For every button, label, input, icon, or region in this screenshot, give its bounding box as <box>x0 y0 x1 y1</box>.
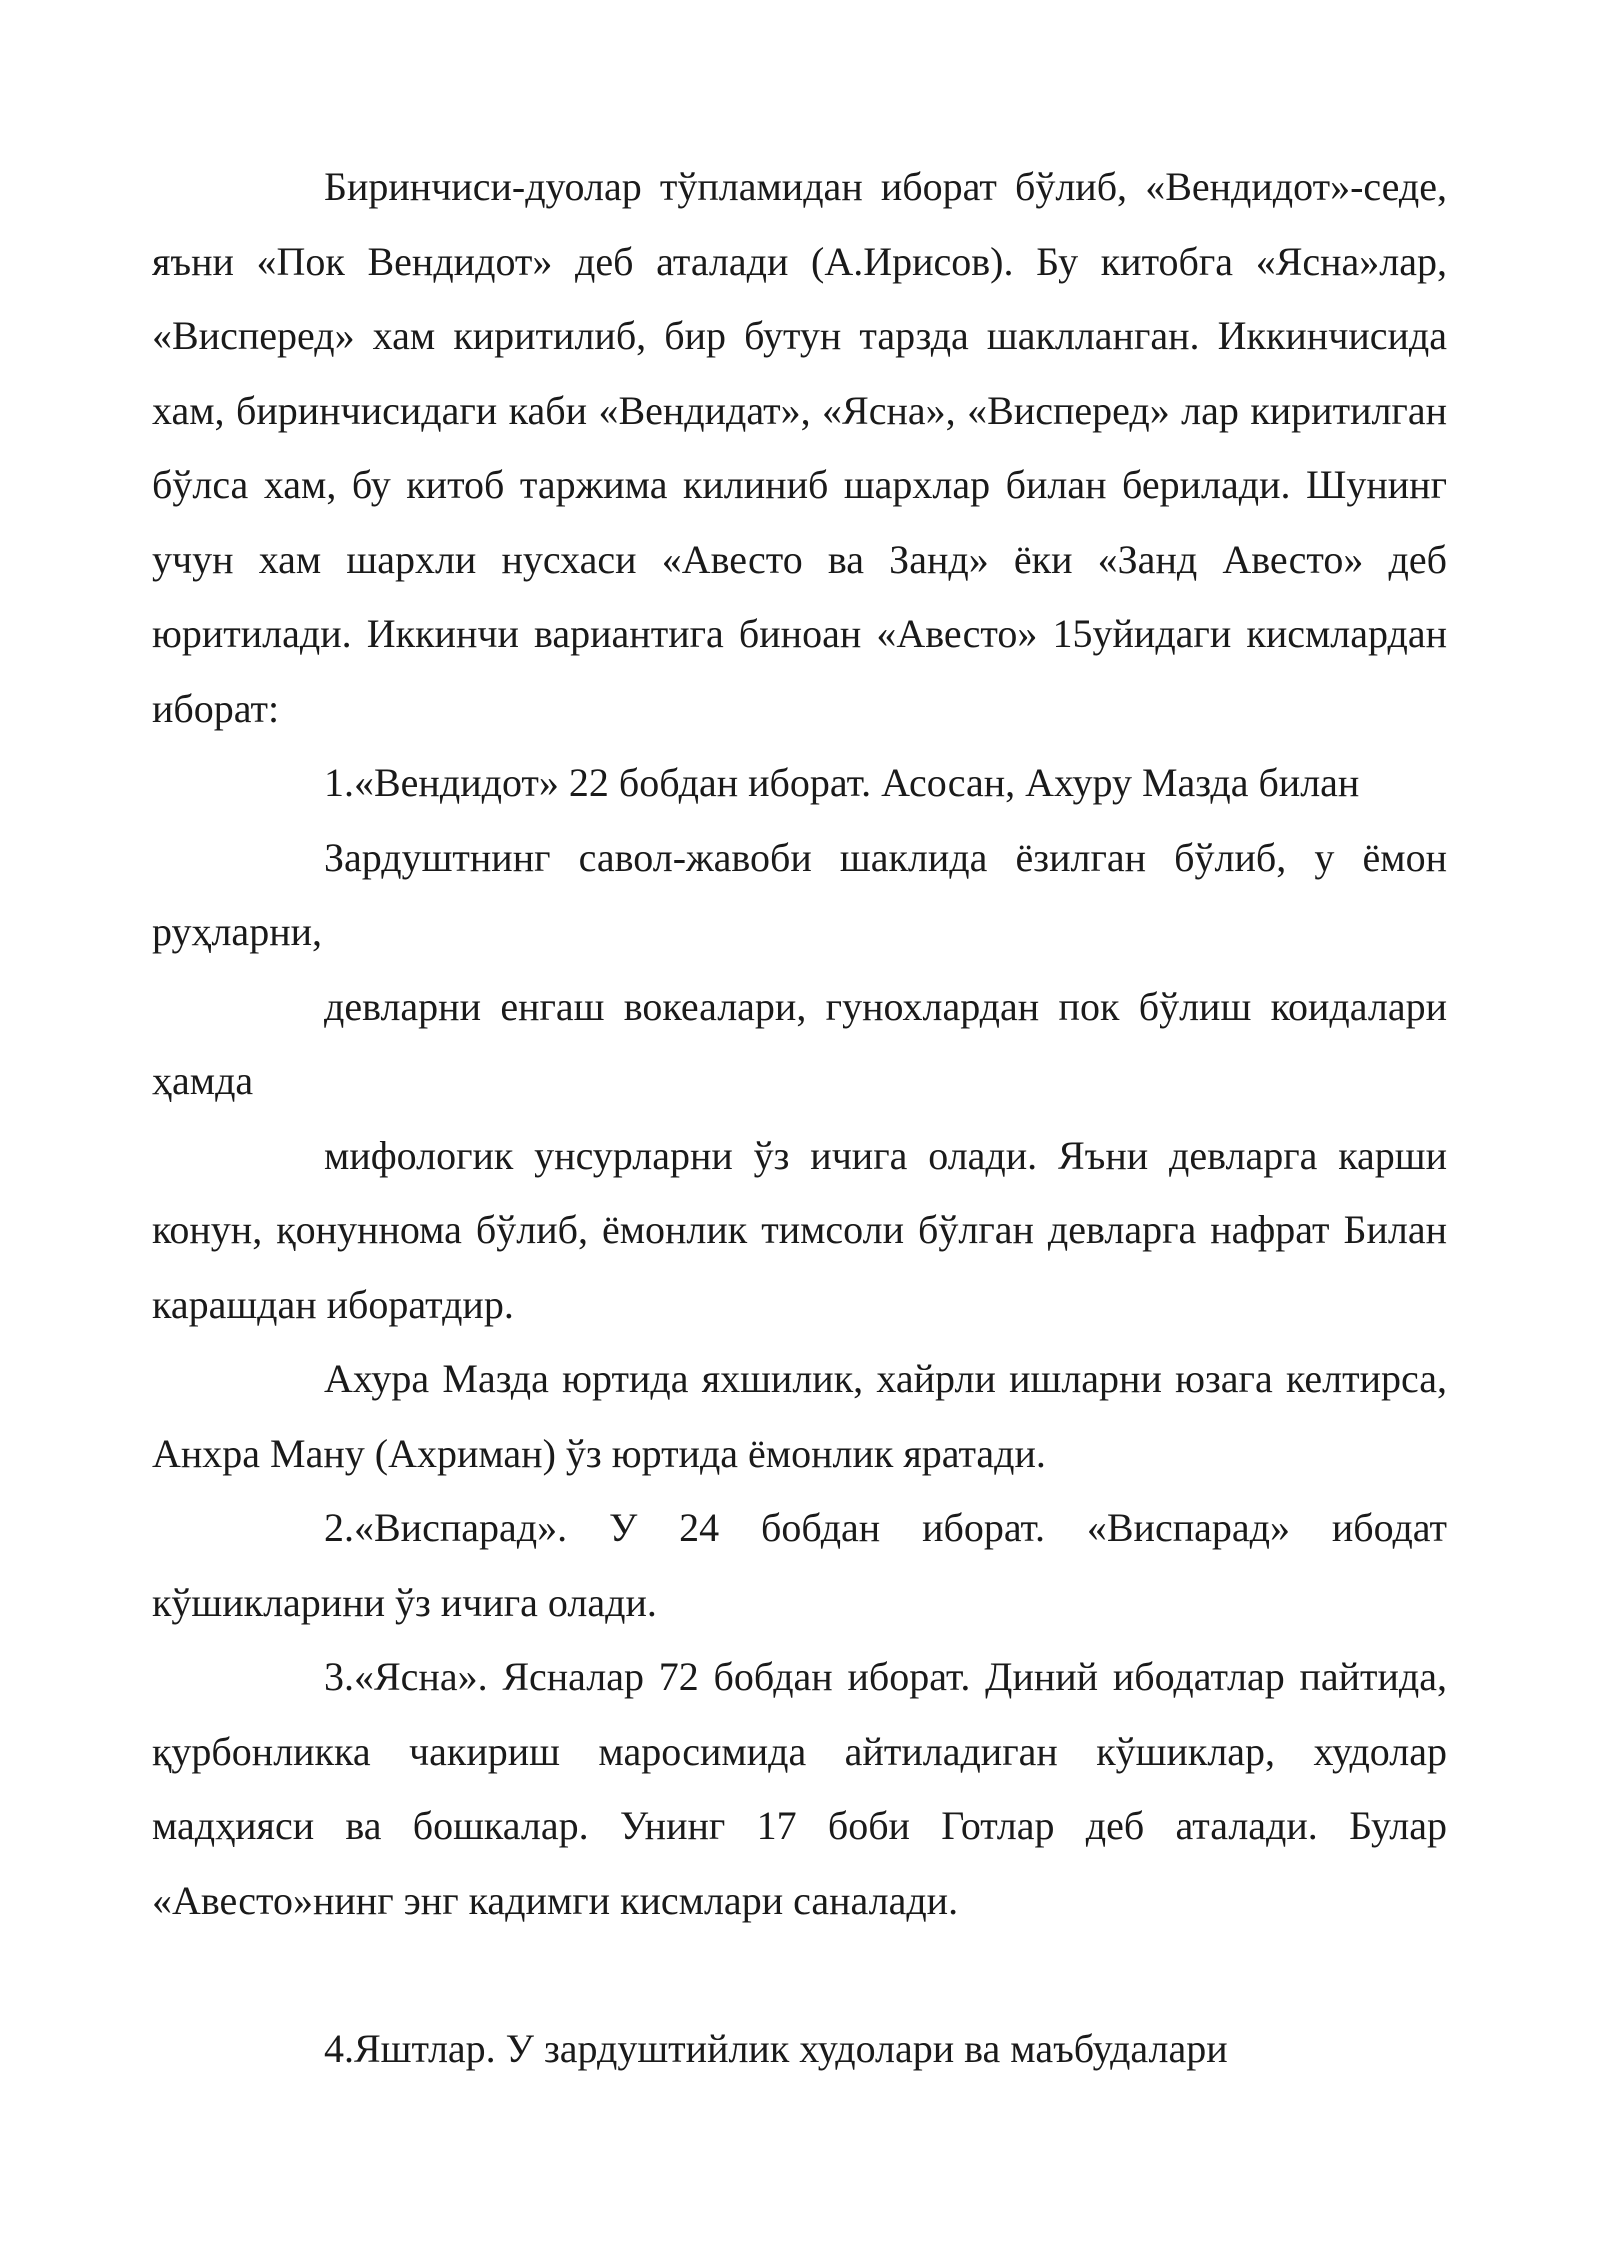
paragraph-yasna: 3.«Ясна». Ясналар 72 бобдан иборат. Диний ибодатлар пайтида, қурбонликка чакириш маросимида айтиладиган кўшиклар, худолар мадҳияси ва бошкалар. Унинг 17 боби Готлар деб аталади. Булар «Авесто»нинг энг кадимги кисмлари саналади. <box>152 1654 1447 1923</box>
paragraph-yashtlar: 4.Яштлар. У зардуштийлик худолари ва маъбудалари <box>324 2026 1228 2071</box>
document-page <box>152 150 1447 2087</box>
paragraph-visparad: 2.«Виспарад». У 24 бобдан иборат. «Виспарад» ибодат кўшикларини ўз ичига олади. <box>152 1505 1447 1625</box>
paragraph-zardusht: Зардуштнинг савол-жавоби шаклида ёзилган бўлиб, у ёмон руҳларни, <box>152 834 1447 954</box>
paragraph-vendidot-heading: 1.«Вендидот» 22 бобдан иборат. Асосан, Ахуру Мазда билан <box>324 760 1360 805</box>
paragraph-spacer <box>152 1938 1447 2012</box>
paragraph-intro: Биринчиси-дуолар тўпламидан иборат бўлиб, «Вендидот»-седе, яъни «Пок Вендидот» деб аталади (А.Ирисов). Бу китобга «Ясна»лар, «Висперед» хам киритилиб, бир бутун тарзда шаклланган. Иккинчисида хам, биринчисидаги каби «Вендидат», «Ясна», «Висперед» лар киритилган бўлса хам, бу китоб таржима килиниб шархлар билан берилади. Шунинг учун хам шархли нусхаси «Авесто ва Занд» ёки «Занд Авесто» деб юритилади. Иккинчи вариантига биноан «Авесто» 15уйидаги кисмлардан иборат: <box>152 164 1447 731</box>
paragraph-mifologik: мифологик унсурларни ўз ичига олади. Яъни девларга карши конун, қонуннома бўлиб, ёмонлик тимсоли бўлган девларга нафрат Билан карашдан иборатдир. <box>152 1132 1447 1327</box>
paragraph-devlar: девларни енгаш вокеалари, гунохлардан пок бўлиш коидалари ҳамда <box>152 983 1447 1103</box>
paragraph-ahura-mazda: Ахура Мазда юртида яхшилик, хайрли ишларни юзага келтирса, Анхра Ману (Ахриман) ўз юртида ёмонлик яратади. <box>152 1356 1447 1476</box>
